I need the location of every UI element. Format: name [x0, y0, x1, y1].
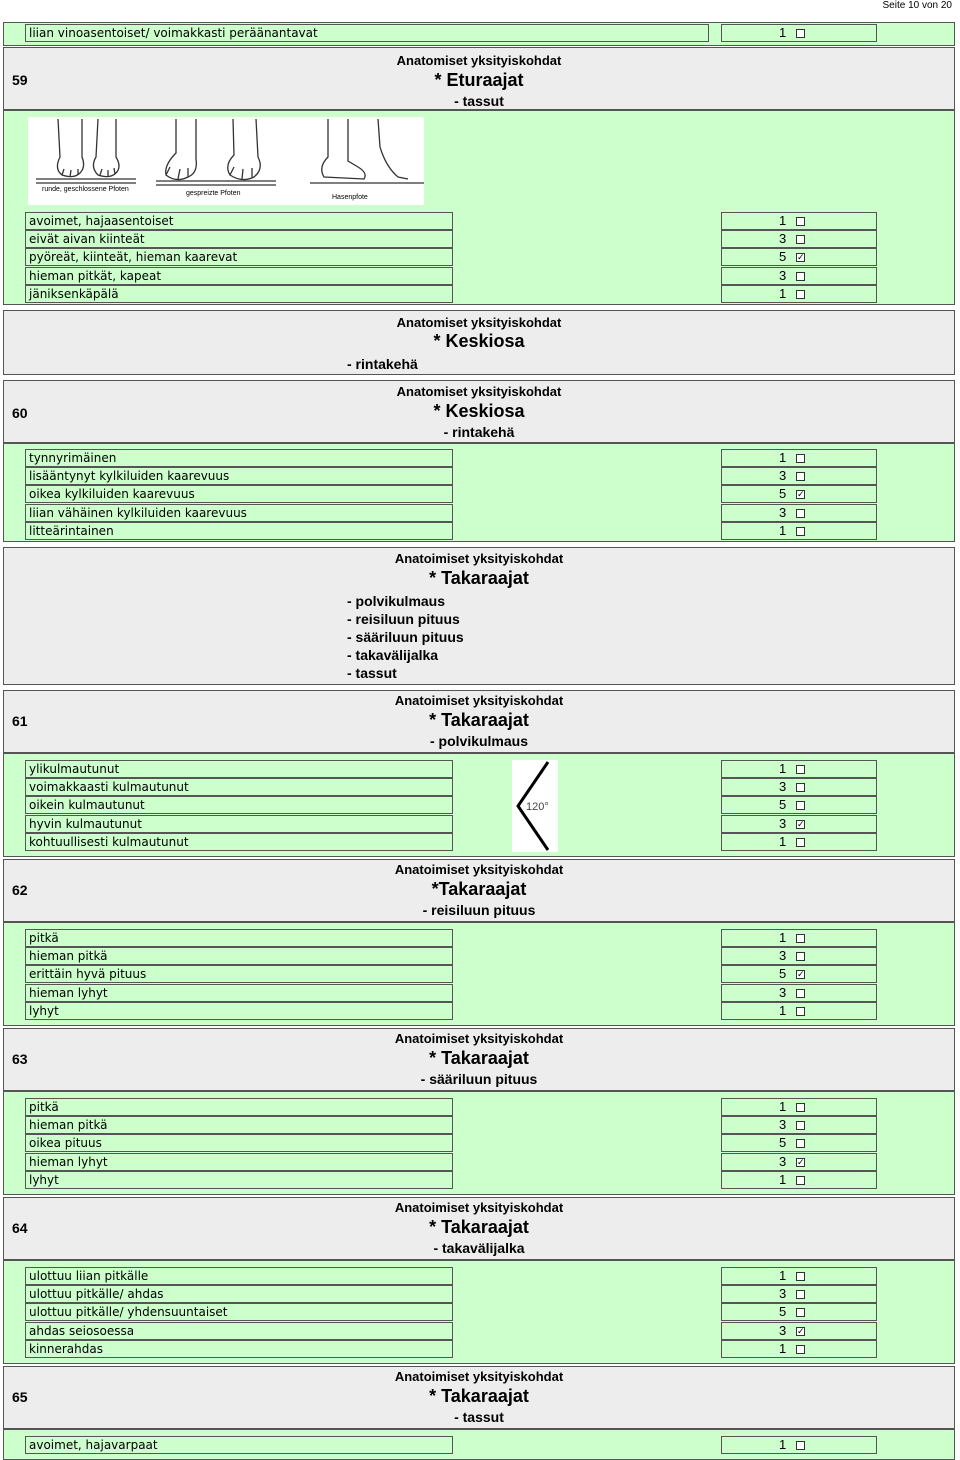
score-cell[interactable]: [721, 984, 877, 1002]
score-value: 1: [779, 930, 787, 945]
score-value: 3: [779, 1286, 787, 1302]
score-cell[interactable]: [721, 1153, 877, 1171]
section-intro-title: * Keskiosa: [433, 331, 525, 351]
score-value: 3: [779, 1153, 787, 1169]
section-header-61: [3, 690, 955, 753]
checkbox[interactable]: [796, 952, 805, 961]
section-header-60: [3, 380, 955, 443]
score-value: 3: [779, 504, 787, 520]
section-header-63: [3, 1028, 955, 1091]
criterion-label: hieman pitkä: [25, 947, 453, 965]
criterion-label: pitkä: [25, 1098, 453, 1116]
criterion-row: [25, 467, 877, 485]
criterion-row: [25, 1002, 877, 1020]
score-value: 1: [779, 1099, 787, 1114]
section-subtitle: - rintakehä: [443, 424, 515, 440]
criterion-row: [25, 1340, 877, 1358]
checkbox[interactable]: [796, 1139, 805, 1148]
section-category: Anatoimiset yksityiskohdat: [394, 1031, 564, 1046]
criterion-row: [25, 1322, 877, 1340]
criterion-row: [25, 230, 877, 248]
section-intro-subitem: - tassut: [347, 665, 397, 681]
criterion-row: [25, 449, 877, 467]
score-cell[interactable]: [721, 230, 877, 248]
checkbox[interactable]: [796, 1121, 805, 1130]
section-intro-subtitle: - rintakehä: [347, 356, 418, 372]
criterion-row: [25, 267, 877, 285]
criterion-label: eivät aivan kiinteät: [25, 230, 453, 248]
score-cell[interactable]: [721, 24, 877, 42]
score-cell[interactable]: [721, 1116, 877, 1134]
criterion-label: hieman lyhyt: [25, 984, 453, 1002]
criterion-label: liian vähäinen kylkiluiden kaarevuus: [25, 504, 453, 522]
score-cell[interactable]: [721, 965, 877, 983]
criterion-row: [25, 947, 877, 965]
score-value: 3: [779, 1322, 787, 1338]
criterion-row: [25, 796, 877, 814]
score-value: 3: [779, 468, 787, 484]
section-title: * Takaraajat: [429, 1048, 529, 1068]
checkbox[interactable]: [796, 1441, 805, 1450]
score-value: 1: [779, 1437, 787, 1452]
checkbox[interactable]: ✓: [797, 1325, 805, 1336]
criterion-label: tynnyrimäinen: [25, 449, 453, 467]
score-cell[interactable]: [721, 1267, 877, 1285]
section-subtitle: - takavälijalka: [433, 1240, 525, 1256]
checkbox[interactable]: [796, 838, 805, 847]
checkbox[interactable]: ✓: [797, 252, 805, 263]
section-intro-subitem: - polvikulmaus: [347, 593, 446, 609]
checkbox[interactable]: [796, 235, 805, 244]
score-cell[interactable]: [721, 1340, 877, 1358]
score-value: 1: [779, 1340, 787, 1356]
checkbox[interactable]: ✓: [797, 1156, 805, 1167]
score-value: 5: [779, 1304, 787, 1320]
score-value: 1: [779, 522, 787, 538]
section-title: * Takaraajat: [429, 1386, 529, 1406]
section-header-62: [3, 859, 955, 922]
score-cell[interactable]: [721, 760, 877, 778]
criterion-label: oikea pituus: [25, 1134, 453, 1152]
section-title: *Takaraajat: [431, 879, 527, 899]
score-cell[interactable]: [721, 778, 877, 796]
checkbox[interactable]: [796, 1308, 805, 1317]
section-subtitle: - sääriluun pituus: [420, 1071, 538, 1087]
criterion-row: [25, 485, 877, 503]
score-value: 5: [779, 486, 787, 502]
criterion-label: lyhyt: [25, 1002, 453, 1020]
score-cell[interactable]: [721, 833, 877, 851]
criterion-label: hieman pitkä: [25, 1116, 453, 1134]
criterion-row: [25, 965, 877, 983]
score-value: 3: [779, 1117, 787, 1133]
criterion-label: ulottuu liian pitkälle: [25, 1267, 453, 1285]
criterion-row: [25, 833, 877, 851]
checkbox[interactable]: [796, 217, 805, 226]
section-subtitle: - tassut: [454, 93, 504, 109]
criterion-label: erittäin hyvä pituus: [25, 965, 453, 983]
score-value: 3: [779, 779, 787, 795]
score-value: 1: [779, 833, 787, 849]
score-cell[interactable]: [721, 815, 877, 833]
section-category: Anatoimiset yksityiskohdat: [394, 862, 564, 877]
criterion-row: [25, 522, 877, 540]
criterion-label: hieman lyhyt: [25, 1153, 453, 1171]
score-cell[interactable]: [721, 504, 877, 522]
score-cell[interactable]: [721, 248, 877, 266]
section-title: * Takaraajat: [429, 1217, 529, 1237]
checkbox[interactable]: ✓: [797, 969, 805, 980]
section-intro-subitem: - sääriluun pituus: [347, 629, 464, 645]
criterion-label: liian vinoasentoiset/ voimakkasti peräänantavat: [25, 24, 709, 42]
paw-sketch-image: [28, 117, 424, 205]
section-category: Anatomiset yksityiskohdat: [396, 384, 562, 399]
section-intro-title: * Takaraajat: [429, 568, 529, 588]
score-value: 3: [779, 815, 787, 831]
criterion-label: oikein kulmautunut: [25, 796, 453, 814]
checkbox[interactable]: [796, 783, 805, 792]
score-cell[interactable]: [721, 467, 877, 485]
criterion-row: [25, 1436, 877, 1454]
section-number: 64: [12, 1220, 28, 1236]
section-title: * Keskiosa: [433, 401, 525, 421]
score-value: 1: [779, 1171, 787, 1187]
section-category: Anatoimiset yksityiskohdat: [394, 1200, 564, 1215]
checkbox[interactable]: [796, 1345, 805, 1354]
section-number: 61: [12, 713, 28, 729]
criterion-label: ulottuu pitkälle/ ahdas: [25, 1285, 453, 1303]
section-intro-category: Anatoimiset yksityiskohdat: [394, 551, 564, 566]
section-intro-subitem: - reisiluun pituus: [347, 611, 460, 627]
criterion-label: lisääntynyt kylkiluiden kaarevuus: [25, 467, 453, 485]
criterion-row: [25, 1134, 877, 1152]
criterion-row: [25, 1098, 877, 1116]
score-cell[interactable]: [721, 1322, 877, 1340]
criterion-label: oikea kylkiluiden kaarevuus: [25, 485, 453, 503]
section-subtitle: - polvikulmaus: [429, 733, 529, 749]
section-number: 59: [12, 72, 28, 88]
criterion-label: ylikulmautunut: [25, 760, 453, 778]
section-header-59: [3, 47, 955, 110]
score-value: 5: [779, 249, 787, 265]
section-number: 63: [12, 1051, 28, 1067]
score-value: 5: [779, 797, 787, 813]
score-cell[interactable]: [721, 1098, 877, 1116]
criterion-label: ulottuu pitkälle/ yhdensuuntaiset: [25, 1303, 453, 1321]
criterion-label: ahdas seiosoessa: [25, 1322, 453, 1340]
criterion-row: [25, 212, 877, 230]
paw-caption-2: gespreizte Pfoten: [186, 190, 241, 197]
criterion-label: lyhyt: [25, 1171, 453, 1189]
criterion-row: [25, 778, 877, 796]
score-cell[interactable]: [721, 1436, 877, 1454]
angle-label: 120°: [526, 801, 549, 813]
criterion-label: avoimet, hajaasentoiset: [25, 212, 453, 230]
score-cell[interactable]: [721, 929, 877, 947]
criterion-row: [25, 1171, 877, 1189]
criterion-row: [25, 929, 877, 947]
section-intro-61: [3, 547, 955, 685]
paw-caption-3: Hasenpfote: [332, 194, 368, 201]
criterion-row: [25, 1303, 877, 1321]
score-value: 1: [779, 25, 787, 40]
criterion-row: [25, 504, 877, 522]
section-category: Anatoimiset yksityiskohdat: [394, 1369, 564, 1384]
section-subtitle: - tassut: [454, 1409, 504, 1425]
checkbox[interactable]: [796, 29, 805, 38]
section-intro-subitem: - takavälijalka: [347, 647, 439, 663]
paw-types-figure: [28, 117, 424, 205]
page-number: Seite 10 von 20: [882, 0, 952, 11]
section-number: 62: [12, 882, 28, 898]
score-cell[interactable]: [721, 522, 877, 540]
checkbox[interactable]: [796, 989, 805, 998]
section-category: Anatomiset yksityiskohdat: [396, 53, 562, 68]
score-cell[interactable]: [721, 267, 877, 285]
checkbox[interactable]: [796, 1176, 805, 1185]
section-header-64: [3, 1197, 955, 1260]
paw-caption-1: runde, geschlossene Pfoten: [42, 186, 129, 193]
criterion-row: [25, 1267, 877, 1285]
checkbox[interactable]: [796, 1103, 805, 1112]
checkbox[interactable]: [796, 1290, 805, 1299]
criterion-row: [25, 815, 877, 833]
score-value: 1: [779, 1002, 787, 1018]
score-value: 1: [779, 450, 787, 465]
criterion-label: kohtuullisesti kulmautunut: [25, 833, 453, 851]
score-cell[interactable]: [721, 1002, 877, 1020]
checkbox[interactable]: [796, 527, 805, 536]
score-cell[interactable]: [721, 212, 877, 230]
criterion-row: [25, 760, 877, 778]
score-value: 3: [779, 231, 787, 247]
score-value: 3: [779, 948, 787, 964]
criterion-row: [25, 1153, 877, 1171]
score-cell[interactable]: [721, 449, 877, 467]
score-value: 1: [779, 213, 787, 228]
section-intro-category: Anatomiset yksityiskohdat: [396, 315, 562, 330]
criterion-row: [25, 984, 877, 1002]
checkbox[interactable]: [796, 472, 805, 481]
section-title: * Takaraajat: [429, 710, 529, 730]
criterion-row: [25, 285, 877, 303]
checkbox[interactable]: [796, 934, 805, 943]
section-subtitle: - reisiluun pituus: [422, 902, 536, 918]
section-category: Anatoimiset yksityiskohdat: [394, 693, 564, 708]
score-value: 1: [779, 761, 787, 776]
score-value: 3: [779, 984, 787, 1000]
criterion-label: pitkä: [25, 929, 453, 947]
section-number: 65: [12, 1389, 28, 1405]
score-cell[interactable]: [721, 1171, 877, 1189]
score-cell[interactable]: [721, 1285, 877, 1303]
score-cell[interactable]: [721, 1134, 877, 1152]
checkbox[interactable]: [796, 1272, 805, 1281]
criterion-label: voimakkaasti kulmautunut: [25, 778, 453, 796]
criterion-label: hieman pitkät, kapeat: [25, 267, 453, 285]
score-cell[interactable]: [721, 485, 877, 503]
score-cell[interactable]: [721, 947, 877, 965]
criterion-row: [25, 248, 877, 266]
section-intro-60: [3, 310, 955, 375]
checkbox[interactable]: [796, 801, 805, 810]
checkbox[interactable]: [796, 272, 805, 281]
criterion-label: kinnerahdas: [25, 1340, 453, 1358]
criterion-label: litteärintainen: [25, 522, 453, 540]
score-cell[interactable]: [721, 285, 877, 303]
criterion-label: avoimet, hajavarpaat: [25, 1436, 453, 1454]
criterion-row: [25, 1285, 877, 1303]
score-cell[interactable]: [721, 796, 877, 814]
score-value: 1: [779, 285, 787, 301]
checkbox[interactable]: [796, 1007, 805, 1016]
checkbox[interactable]: ✓: [797, 489, 805, 500]
section-header-65: [3, 1366, 955, 1429]
checkbox[interactable]: [796, 290, 805, 299]
section-title: * Eturaajat: [434, 70, 524, 90]
checkbox[interactable]: [796, 765, 805, 774]
score-value: 1: [779, 1268, 787, 1283]
checkbox[interactable]: ✓: [797, 818, 805, 829]
score-value: 3: [779, 267, 787, 283]
score-cell[interactable]: [721, 1303, 877, 1321]
criterion-row: [25, 24, 877, 42]
criterion-label: jäniksenkäpälä: [25, 285, 453, 303]
section-number: 60: [12, 405, 28, 421]
criterion-row: [25, 1116, 877, 1134]
checkbox[interactable]: [796, 454, 805, 463]
criterion-label: hyvin kulmautunut: [25, 815, 453, 833]
score-value: 5: [779, 1135, 787, 1151]
checkbox[interactable]: [796, 509, 805, 518]
score-value: 5: [779, 966, 787, 982]
criterion-label: pyöreät, kiinteät, hieman kaarevat: [25, 248, 453, 266]
